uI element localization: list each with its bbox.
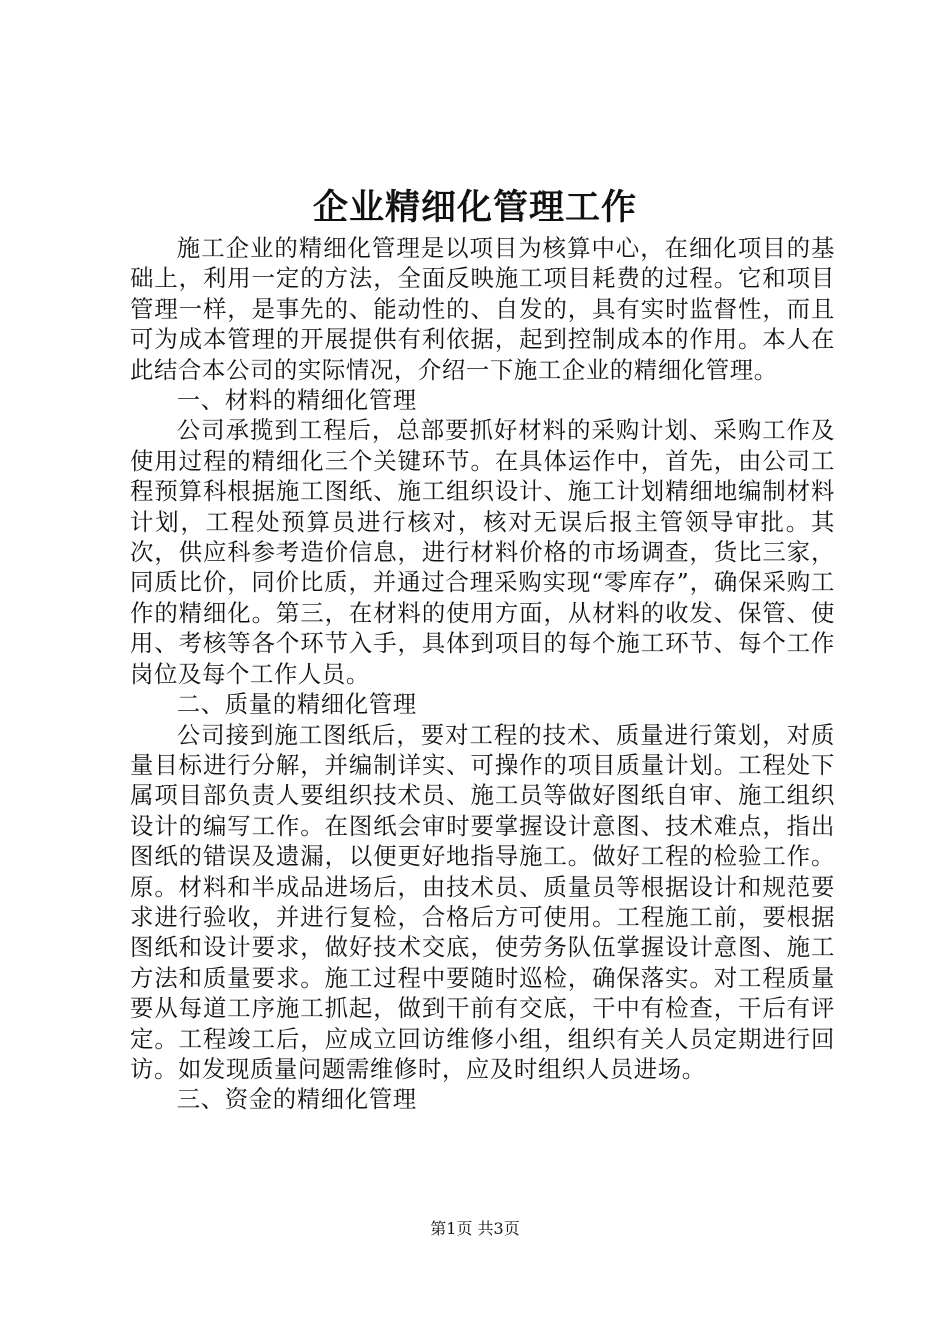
intro-paragraph: 施工企业的精细化管理是以项目为核算中心，在细化项目的基础上，利用一定的方法，全面反映施工项目耗费的过程。它和项目管理一样，是事先的、能动性的、自发的，具有实时监督性，而且可为成本管理的开展提供有利依据，起到控制成本的作用。本人在此结合本公司的实际情况，介绍一下施工企业的精细化管理。 [130, 234, 835, 384]
materials-paragraph: 公司承揽到工程后，总部要抓好材料的采购计划、采购工作及使用过程的精细化三个关键环节。在具体运作中，首先，由公司工程预算科根据施工图纸、施工组织设计、施工计划精细地编制材料计划，工程处预算员进行核对，核对无误后报主管领导审批。其次，供应科参考造价信息，进行材料价格的市场调查，货比三家，同质比价，同价比质，并通过合理采购实现“零库存”，确保采购工作的精细化。第三，在材料的使用方面，从材料的收发、保管、使用、考核等各个环节入手，具体到项目的每个施工环节、每个工作岗位及每个工作人员。 [130, 416, 835, 688]
section-heading-materials: 一、材料的精细化管理 [176, 386, 417, 415]
document-title: 企业精细化管理工作 [312, 187, 637, 228]
section-heading-funds: 三、资金的精细化管理 [176, 1085, 417, 1114]
page-footer: 第1页 共3页 [430, 1219, 520, 1238]
section-heading-quality: 二、质量的精细化管理 [176, 690, 417, 719]
quality-paragraph: 公司接到施工图纸后，要对工程的技术、质量进行策划，对质量目标进行分解，并编制详实、可操作的项目质量计划。工程处下属项目部负责人要组织技术员、施工员等做好图纸自审、施工组织设计的编写工作。在图纸会审时要掌握设计意图、技术难点，指出图纸的错误及遗漏，以便更好地指导施工。做好工程的检验工作。原。材料和半成品进场后，由技术员、质量员等根据设计和规范要求进行验收，并进行复检，合格后方可使用。工程施工前，要根据图纸和设计要求，做好技术交底，使劳务队伍掌握设计意图、施工方法和质量要求。施工过程中要随时巡检，确保落实。对工程质量要从每道工序施工抓起，做到干前有交底，干中有检查，干后有评定。工程竣工后，应成立回访维修小组，组织有关人员定期进行回访。如发现质量问题需维修时，应及时组织人员进场。 [130, 720, 835, 1083]
document-body [130, 233, 835, 1115]
